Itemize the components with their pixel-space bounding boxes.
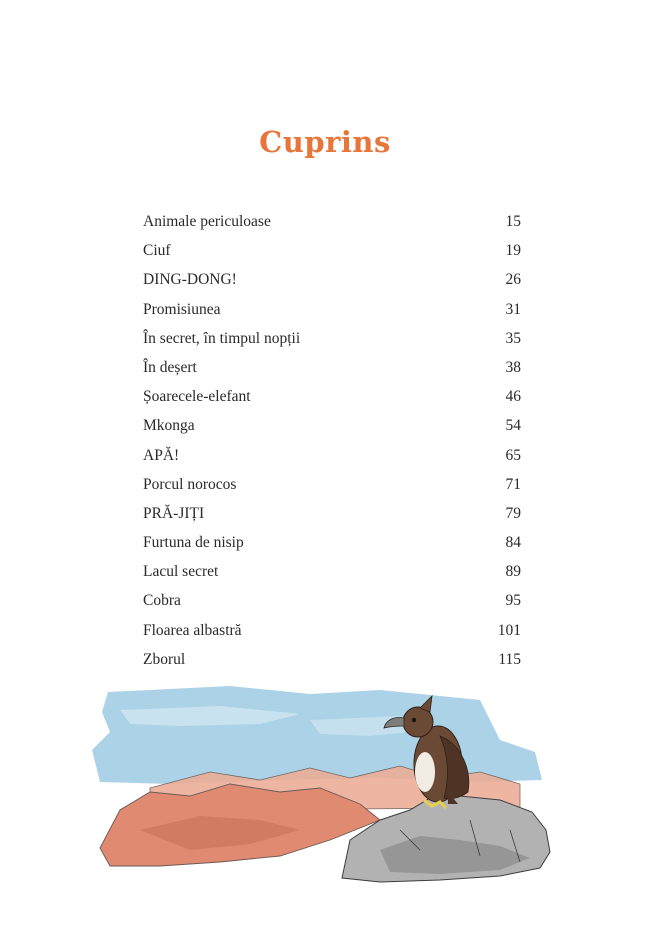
toc-entry xyxy=(143,411,521,440)
toc-entry xyxy=(143,207,521,236)
toc-entry-title: Promisiunea xyxy=(143,300,221,318)
toc-entry xyxy=(143,470,521,499)
toc-entry-page: 79 xyxy=(505,504,521,522)
toc-entry-title: PRĂ-JIȚI xyxy=(143,504,205,522)
toc-entry xyxy=(143,528,521,557)
toc-entry xyxy=(143,236,521,265)
toc-entry xyxy=(143,295,521,324)
toc-entry-page: 26 xyxy=(505,271,521,289)
toc-entry-title: DING-DONG! xyxy=(143,271,237,289)
desert-owl-illustration xyxy=(80,680,560,890)
toc-entry-page: 31 xyxy=(505,300,521,318)
toc-entry-title: În secret, în timpul nopții xyxy=(143,329,301,347)
toc-entry-page: 54 xyxy=(505,417,521,435)
toc-entry-page: 95 xyxy=(505,592,521,610)
sky-wash xyxy=(92,686,542,784)
bird-eye xyxy=(412,718,416,722)
toc-entry-page: 71 xyxy=(505,475,521,493)
bird-chest xyxy=(415,752,435,792)
toc-entry-title: Cobra xyxy=(143,592,181,610)
toc-entry-title: Șoarecele-elefant xyxy=(143,388,251,406)
toc-entry-title: Lacul secret xyxy=(143,563,219,581)
toc-entry xyxy=(143,265,521,294)
toc-entry-title: Floarea albastră xyxy=(143,621,242,639)
toc-entry xyxy=(143,382,521,411)
toc-entry-title: Ciuf xyxy=(143,242,171,260)
toc-entry-title: Furtuna de nisip xyxy=(143,534,244,552)
toc-entry-title: Animale periculoase xyxy=(143,213,271,230)
toc-entry xyxy=(143,499,521,528)
toc-entry-page: 38 xyxy=(505,358,521,376)
toc-entry xyxy=(143,645,521,674)
toc-entry xyxy=(143,557,521,586)
toc-entry-page: 46 xyxy=(505,388,521,406)
page-title: Cuprins xyxy=(259,125,391,160)
toc-entry xyxy=(143,586,521,615)
toc-entry-page: 65 xyxy=(505,446,521,464)
toc-entry-page: 15 xyxy=(505,213,521,230)
toc-entry xyxy=(143,441,521,470)
toc-entry-title: Zborul xyxy=(143,650,186,668)
toc-entry xyxy=(143,353,521,382)
toc-entry-page: 101 xyxy=(497,621,521,639)
table-of-contents xyxy=(143,207,521,674)
toc-entry-title: Porcul norocos xyxy=(143,475,237,493)
toc-entry-title: În deșert xyxy=(143,358,197,376)
toc-entry-title: Mkonga xyxy=(143,417,195,435)
toc-entry-page: 89 xyxy=(505,563,521,581)
toc-entry-title: APĂ! xyxy=(143,446,180,464)
toc-entry xyxy=(143,324,521,353)
toc-entry-page: 84 xyxy=(505,534,521,552)
toc-entry xyxy=(143,616,521,645)
toc-entry-page: 35 xyxy=(505,329,521,347)
toc-entry-page: 115 xyxy=(498,650,521,668)
toc-entry-page: 19 xyxy=(505,242,521,260)
